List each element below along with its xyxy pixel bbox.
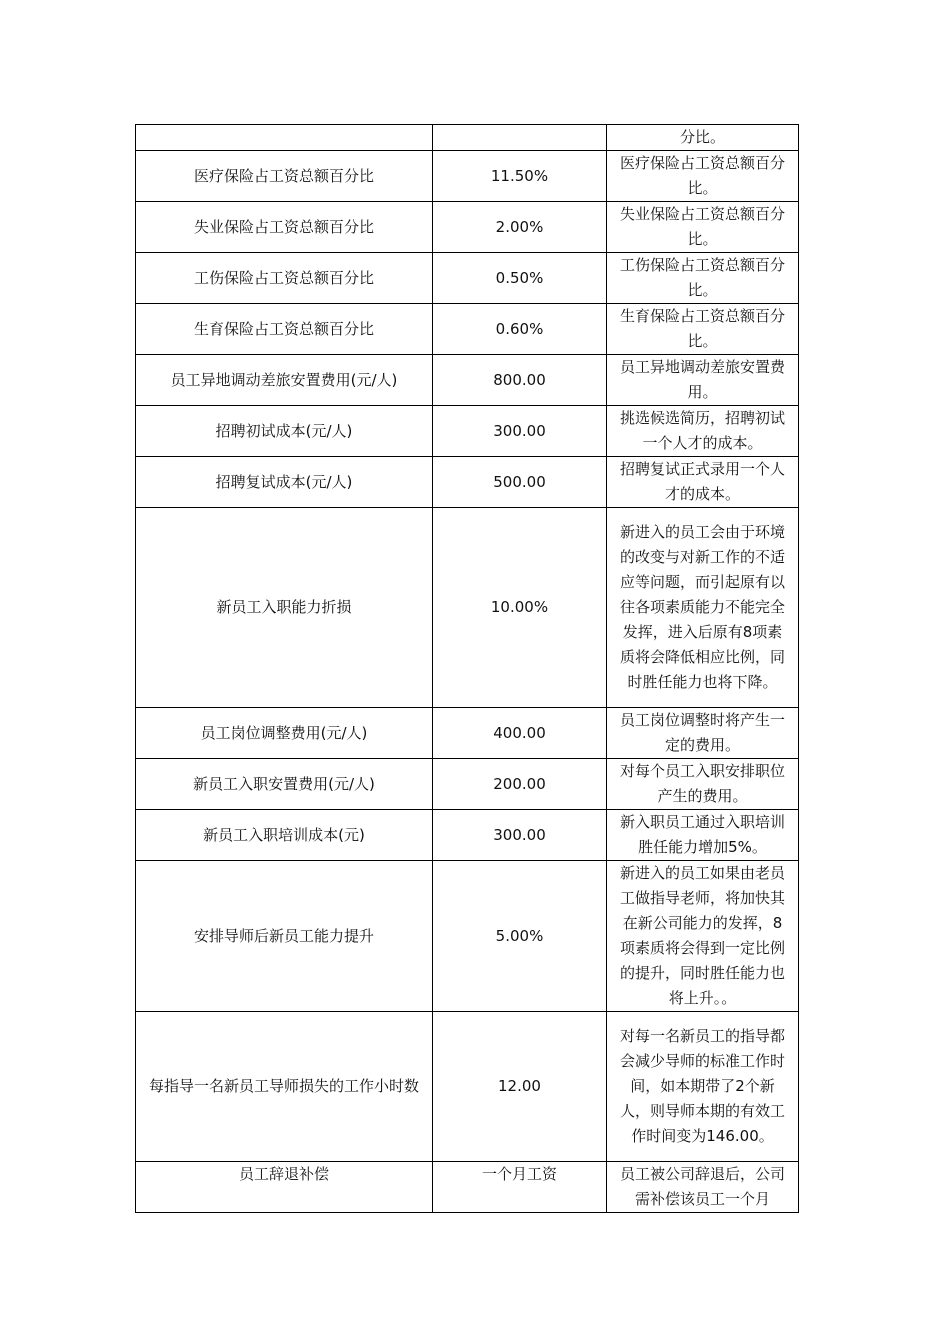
- table-row: [136, 304, 799, 355]
- parameter-value-cell: 300.00: [433, 406, 607, 457]
- parameter-name-cell: 新员工入职能力折损: [136, 508, 433, 708]
- table-row: [136, 708, 799, 759]
- parameter-name-cell: 新员工入职培训成本(元): [136, 810, 433, 861]
- table-row: [136, 508, 799, 708]
- parameter-value-cell: 11.50%: [433, 151, 607, 202]
- table-row: [136, 861, 799, 1012]
- parameter-description-cell: 对每一名新员工的指导都会减少导师的标准工作时间，如本期带了2个新人，则导师本期的有效工作时间变为146.00。: [607, 1012, 799, 1162]
- table-row: [136, 202, 799, 253]
- table-row: [136, 253, 799, 304]
- parameter-table-body: [136, 125, 799, 1213]
- table-row: [136, 406, 799, 457]
- parameter-value-cell: 5.00%: [433, 861, 607, 1012]
- parameter-description-cell: 员工被公司辞退后，公司需补偿该员工一个月: [607, 1162, 799, 1213]
- parameter-table: [135, 124, 799, 1213]
- parameter-name-cell: 工伤保险占工资总额百分比: [136, 253, 433, 304]
- parameter-description-cell: 新进入的员工如果由老员工做指导老师，将加快其在新公司能力的发挥，8项素质将会得到一定比例的提升，同时胜任能力也将上升。。: [607, 861, 799, 1012]
- parameter-value-cell: 800.00: [433, 355, 607, 406]
- table-row: [136, 151, 799, 202]
- parameter-name-cell: 员工异地调动差旅安置费用(元/人): [136, 355, 433, 406]
- parameter-value-cell: [433, 125, 607, 151]
- parameter-value-cell: 400.00: [433, 708, 607, 759]
- parameter-value-cell: 0.50%: [433, 253, 607, 304]
- parameter-description-cell: 工伤保险占工资总额百分比。: [607, 253, 799, 304]
- table-row: [136, 759, 799, 810]
- parameter-description-cell: 新入职员工通过入职培训胜任能力增加5%。: [607, 810, 799, 861]
- parameter-name-cell: 员工岗位调整费用(元/人): [136, 708, 433, 759]
- parameter-description-cell: 对每个员工入职安排职位产生的费用。: [607, 759, 799, 810]
- parameter-description-cell: 员工异地调动差旅安置费用。: [607, 355, 799, 406]
- parameter-description-cell: 招聘复试正式录用一个人才的成本。: [607, 457, 799, 508]
- parameter-name-cell: 新员工入职安置费用(元/人): [136, 759, 433, 810]
- parameter-value-cell: 300.00: [433, 810, 607, 861]
- parameter-name-cell: 每指导一名新员工导师损失的工作小时数: [136, 1012, 433, 1162]
- parameter-value-cell: 500.00: [433, 457, 607, 508]
- parameter-value-cell: 一个月工资: [433, 1162, 607, 1213]
- table-row: [136, 125, 799, 151]
- parameter-name-cell: 生育保险占工资总额百分比: [136, 304, 433, 355]
- parameter-name-cell: 安排导师后新员工能力提升: [136, 861, 433, 1012]
- parameter-value-cell: 12.00: [433, 1012, 607, 1162]
- parameter-description-cell: 挑选候选简历，招聘初试一个人才的成本。: [607, 406, 799, 457]
- parameter-description-cell: 医疗保险占工资总额百分比。: [607, 151, 799, 202]
- parameter-value-cell: 2.00%: [433, 202, 607, 253]
- parameter-value-cell: 10.00%: [433, 508, 607, 708]
- parameter-value-cell: 0.60%: [433, 304, 607, 355]
- parameter-description-cell: 生育保险占工资总额百分比。: [607, 304, 799, 355]
- parameter-description-cell: 新进入的员工会由于环境的改变与对新工作的不适应等问题，而引起原有以往各项素质能力不能完全发挥，进入后原有8项素质将会降低相应比例，同时胜任能力也将下降。: [607, 508, 799, 708]
- parameter-name-cell: 医疗保险占工资总额百分比: [136, 151, 433, 202]
- parameter-name-cell: 招聘初试成本(元/人): [136, 406, 433, 457]
- table-row: [136, 1012, 799, 1162]
- parameter-description-cell: 分比。: [607, 125, 799, 151]
- parameter-description-cell: 失业保险占工资总额百分比。: [607, 202, 799, 253]
- parameter-name-cell: [136, 125, 433, 151]
- parameter-name-cell: 员工辞退补偿: [136, 1162, 433, 1213]
- table-row: [136, 457, 799, 508]
- table-row: [136, 355, 799, 406]
- table-row: [136, 1162, 799, 1213]
- parameter-name-cell: 招聘复试成本(元/人): [136, 457, 433, 508]
- parameter-value-cell: 200.00: [433, 759, 607, 810]
- parameter-description-cell: 员工岗位调整时将产生一定的费用。: [607, 708, 799, 759]
- table-row: [136, 810, 799, 861]
- parameter-name-cell: 失业保险占工资总额百分比: [136, 202, 433, 253]
